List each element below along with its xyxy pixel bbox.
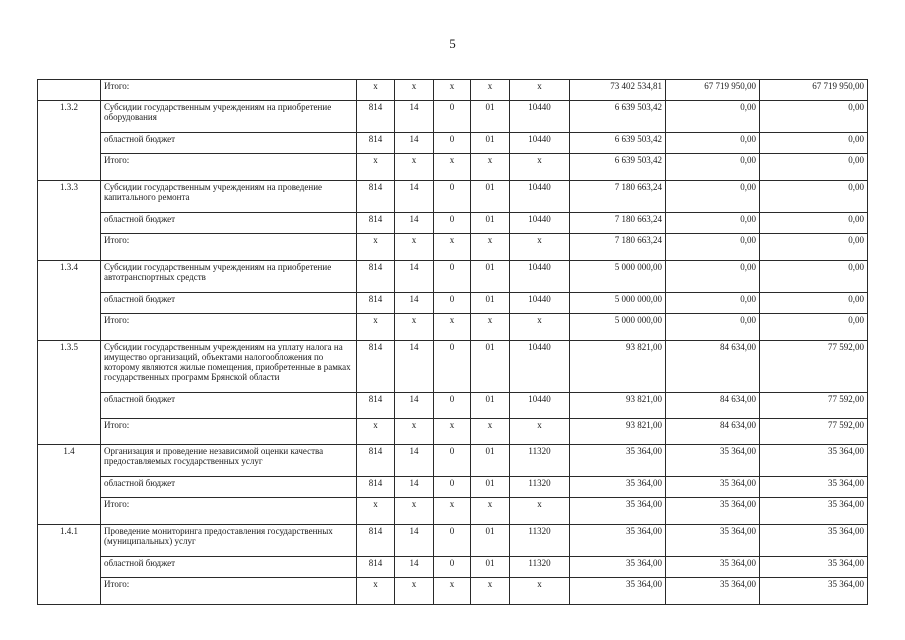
classifier-cell: x (434, 578, 471, 605)
table-row (38, 314, 868, 341)
classifier-cell: 814 (357, 557, 395, 578)
item-code-cell: 1.3.5 (38, 341, 101, 445)
classifier-cell: 814 (357, 293, 395, 314)
item-name-cell: Итого: (101, 314, 357, 341)
amount-cell: 84 634,00 (666, 341, 760, 393)
amount-cell: 7 180 663,24 (570, 213, 666, 234)
table-row (38, 578, 868, 605)
amount-cell: 84 634,00 (666, 393, 760, 419)
classifier-cell: 0 (434, 101, 471, 133)
classifier-cell: 14 (395, 525, 434, 557)
classifier-cell: 14 (395, 293, 434, 314)
amount-cell: 0,00 (666, 314, 760, 341)
classifier-cell: 14 (395, 101, 434, 133)
classifier-cell: 14 (395, 477, 434, 498)
classifier-cell: x (395, 314, 434, 341)
amount-cell: 93 821,00 (570, 341, 666, 393)
classifier-cell: 14 (395, 445, 434, 477)
classifier-cell: 11320 (510, 445, 570, 477)
item-name-cell: Итого: (101, 154, 357, 181)
amount-cell: 35 364,00 (760, 525, 868, 557)
item-name-cell: областной бюджет (101, 557, 357, 578)
item-code-cell: 1.3.4 (38, 261, 101, 341)
table-row-item (38, 445, 868, 477)
amount-cell: 35 364,00 (666, 445, 760, 477)
amount-cell: 0,00 (760, 293, 868, 314)
classifier-cell: 0 (434, 445, 471, 477)
amount-cell: 77 592,00 (760, 341, 868, 393)
classifier-cell: 814 (357, 525, 395, 557)
classifier-cell: 14 (395, 557, 434, 578)
classifier-cell: x (357, 314, 395, 341)
table-row (38, 393, 868, 419)
classifier-cell: 814 (357, 101, 395, 133)
classifier-cell: 10440 (510, 341, 570, 393)
classifier-cell: x (357, 419, 395, 445)
classifier-cell: x (471, 498, 510, 525)
item-name-cell: Субсидии государственным учреждениям на приобретение автотранспортных средств (101, 261, 357, 293)
classifier-cell: 14 (395, 341, 434, 393)
amount-cell: 0,00 (760, 154, 868, 181)
amount-cell: 5 000 000,00 (570, 293, 666, 314)
amount-cell: 0,00 (760, 234, 868, 261)
classifier-cell: x (434, 154, 471, 181)
classifier-cell: x (434, 80, 471, 101)
table-row-item (38, 80, 868, 101)
classifier-cell: 10440 (510, 261, 570, 293)
classifier-cell: 01 (471, 293, 510, 314)
classifier-cell: 814 (357, 393, 395, 419)
classifier-cell: 10440 (510, 133, 570, 154)
classifier-cell: 11320 (510, 557, 570, 578)
amount-cell: 77 592,00 (760, 393, 868, 419)
amount-cell: 0,00 (760, 314, 868, 341)
classifier-cell: 814 (357, 477, 395, 498)
item-name-cell: Субсидии государственным учреждениям на проведение капитального ремонта (101, 181, 357, 213)
table-row-item (38, 261, 868, 293)
classifier-cell: 14 (395, 393, 434, 419)
amount-cell: 0,00 (760, 101, 868, 133)
amount-cell: 35 364,00 (760, 578, 868, 605)
amount-cell: 35 364,00 (760, 498, 868, 525)
classifier-cell: 01 (471, 445, 510, 477)
classifier-cell: x (357, 578, 395, 605)
classifier-cell: x (434, 314, 471, 341)
classifier-cell: 814 (357, 261, 395, 293)
classifier-cell: x (395, 419, 434, 445)
item-code-cell: 1.4 (38, 445, 101, 525)
classifier-cell: 814 (357, 341, 395, 393)
classifier-cell: 0 (434, 557, 471, 578)
table-body (38, 80, 868, 605)
item-name-cell: областной бюджет (101, 133, 357, 154)
item-code-cell: 1.3.3 (38, 181, 101, 261)
amount-cell: 35 364,00 (760, 557, 868, 578)
item-name-cell: Итого: (101, 498, 357, 525)
classifier-cell: x (471, 419, 510, 445)
classifier-cell: x (510, 80, 570, 101)
amount-cell: 67 719 950,00 (666, 80, 760, 101)
amount-cell: 0,00 (760, 261, 868, 293)
classifier-cell: x (510, 234, 570, 261)
classifier-cell: 0 (434, 477, 471, 498)
classifier-cell: x (357, 234, 395, 261)
classifier-cell: x (510, 578, 570, 605)
amount-cell: 35 364,00 (760, 445, 868, 477)
classifier-cell: x (395, 578, 434, 605)
item-name-cell: Организация и проведение независимой оценки качества предоставляемых государственных услуг (101, 445, 357, 477)
classifier-cell: 0 (434, 341, 471, 393)
classifier-cell: 01 (471, 261, 510, 293)
amount-cell: 0,00 (666, 181, 760, 213)
amount-cell: 5 000 000,00 (570, 261, 666, 293)
classifier-cell: x (434, 419, 471, 445)
amount-cell: 73 402 534,81 (570, 80, 666, 101)
classifier-cell: x (395, 498, 434, 525)
item-name-cell: Итого: (101, 234, 357, 261)
classifier-cell: x (395, 80, 434, 101)
classifier-cell: 0 (434, 525, 471, 557)
amount-cell: 7 180 663,24 (570, 234, 666, 261)
classifier-cell: x (471, 578, 510, 605)
table-row (38, 213, 868, 234)
classifier-cell: 14 (395, 133, 434, 154)
classifier-cell: 11320 (510, 477, 570, 498)
item-name-cell: областной бюджет (101, 477, 357, 498)
classifier-cell: x (510, 154, 570, 181)
classifier-cell: 01 (471, 181, 510, 213)
classifier-cell: 0 (434, 261, 471, 293)
budget-table (37, 79, 868, 605)
classifier-cell: x (434, 498, 471, 525)
classifier-cell: 814 (357, 133, 395, 154)
classifier-cell: x (510, 314, 570, 341)
item-name-cell: Проведение мониторинга предоставления государственных (муниципальных) услуг (101, 525, 357, 557)
amount-cell: 35 364,00 (570, 525, 666, 557)
table-row (38, 557, 868, 578)
classifier-cell: 14 (395, 261, 434, 293)
table-row (38, 293, 868, 314)
classifier-cell: 0 (434, 213, 471, 234)
classifier-cell: 01 (471, 341, 510, 393)
classifier-cell: x (471, 80, 510, 101)
classifier-cell: 01 (471, 557, 510, 578)
amount-cell: 0,00 (666, 234, 760, 261)
amount-cell: 35 364,00 (666, 578, 760, 605)
amount-cell: 6 639 503,42 (570, 133, 666, 154)
amount-cell: 0,00 (666, 213, 760, 234)
classifier-cell: 0 (434, 133, 471, 154)
classifier-cell: x (357, 80, 395, 101)
classifier-cell: x (471, 314, 510, 341)
page-number: 5 (449, 36, 456, 51)
classifier-cell: 11320 (510, 525, 570, 557)
amount-cell: 0,00 (760, 133, 868, 154)
amount-cell: 0,00 (666, 101, 760, 133)
amount-cell: 35 364,00 (666, 477, 760, 498)
classifier-cell: 814 (357, 445, 395, 477)
amount-cell: 7 180 663,24 (570, 181, 666, 213)
classifier-cell: 10440 (510, 101, 570, 133)
amount-cell: 35 364,00 (666, 525, 760, 557)
classifier-cell: x (434, 234, 471, 261)
classifier-cell: 0 (434, 181, 471, 213)
table-row-item (38, 525, 868, 557)
classifier-cell: 01 (471, 477, 510, 498)
amount-cell: 0,00 (760, 213, 868, 234)
amount-cell: 0,00 (760, 181, 868, 213)
item-name-cell: Субсидии государственным учреждениям на приобретение оборудования (101, 101, 357, 133)
amount-cell: 0,00 (666, 261, 760, 293)
amount-cell: 35 364,00 (570, 445, 666, 477)
amount-cell: 0,00 (666, 293, 760, 314)
table-row-item (38, 341, 868, 393)
classifier-cell: 01 (471, 213, 510, 234)
item-name-cell: Итого: (101, 578, 357, 605)
classifier-cell: x (395, 234, 434, 261)
amount-cell: 0,00 (666, 133, 760, 154)
classifier-cell: 14 (395, 181, 434, 213)
table-row (38, 477, 868, 498)
classifier-cell: x (395, 154, 434, 181)
table-row (38, 419, 868, 445)
classifier-cell: x (510, 419, 570, 445)
amount-cell: 35 364,00 (570, 557, 666, 578)
amount-cell: 84 634,00 (666, 419, 760, 445)
classifier-cell: 01 (471, 133, 510, 154)
classifier-cell: 01 (471, 525, 510, 557)
table-row (38, 133, 868, 154)
classifier-cell: 0 (434, 393, 471, 419)
item-name-cell: Итого: (101, 80, 357, 101)
classifier-cell: 10440 (510, 213, 570, 234)
amount-cell: 35 364,00 (666, 557, 760, 578)
classifier-cell: 0 (434, 293, 471, 314)
amount-cell: 35 364,00 (666, 498, 760, 525)
item-name-cell: областной бюджет (101, 293, 357, 314)
classifier-cell: 10440 (510, 181, 570, 213)
table-row-item (38, 101, 868, 133)
amount-cell: 35 364,00 (570, 578, 666, 605)
amount-cell: 67 719 950,00 (760, 80, 868, 101)
classifier-cell: 814 (357, 213, 395, 234)
classifier-cell: x (471, 234, 510, 261)
item-code-cell: 1.4.1 (38, 525, 101, 605)
amount-cell: 6 639 503,42 (570, 101, 666, 133)
table-row-item (38, 181, 868, 213)
item-name-cell: Итого: (101, 419, 357, 445)
table-row (38, 234, 868, 261)
amount-cell: 35 364,00 (570, 477, 666, 498)
item-code-cell (38, 80, 101, 101)
classifier-cell: 01 (471, 393, 510, 419)
classifier-cell: x (357, 154, 395, 181)
classifier-cell: 10440 (510, 393, 570, 419)
item-code-cell: 1.3.2 (38, 101, 101, 181)
amount-cell: 35 364,00 (570, 498, 666, 525)
item-name-cell: областной бюджет (101, 213, 357, 234)
amount-cell: 5 000 000,00 (570, 314, 666, 341)
table-row (38, 498, 868, 525)
amount-cell: 77 592,00 (760, 419, 868, 445)
classifier-cell: 10440 (510, 293, 570, 314)
item-name-cell: областной бюджет (101, 393, 357, 419)
classifier-cell: x (510, 498, 570, 525)
classifier-cell: 14 (395, 213, 434, 234)
classifier-cell: x (357, 498, 395, 525)
classifier-cell: x (471, 154, 510, 181)
table-row (38, 154, 868, 181)
classifier-cell: 01 (471, 101, 510, 133)
amount-cell: 93 821,00 (570, 419, 666, 445)
amount-cell: 6 639 503,42 (570, 154, 666, 181)
amount-cell: 93 821,00 (570, 393, 666, 419)
item-name-cell: Субсидии государственным учреждениям на уплату налога на имущество организаций, объектами налогообложения по которому являются жилые помещения, приобретенные в рамках государственных программ Брянской области (101, 341, 357, 393)
classifier-cell: 814 (357, 181, 395, 213)
amount-cell: 35 364,00 (760, 477, 868, 498)
amount-cell: 0,00 (666, 154, 760, 181)
